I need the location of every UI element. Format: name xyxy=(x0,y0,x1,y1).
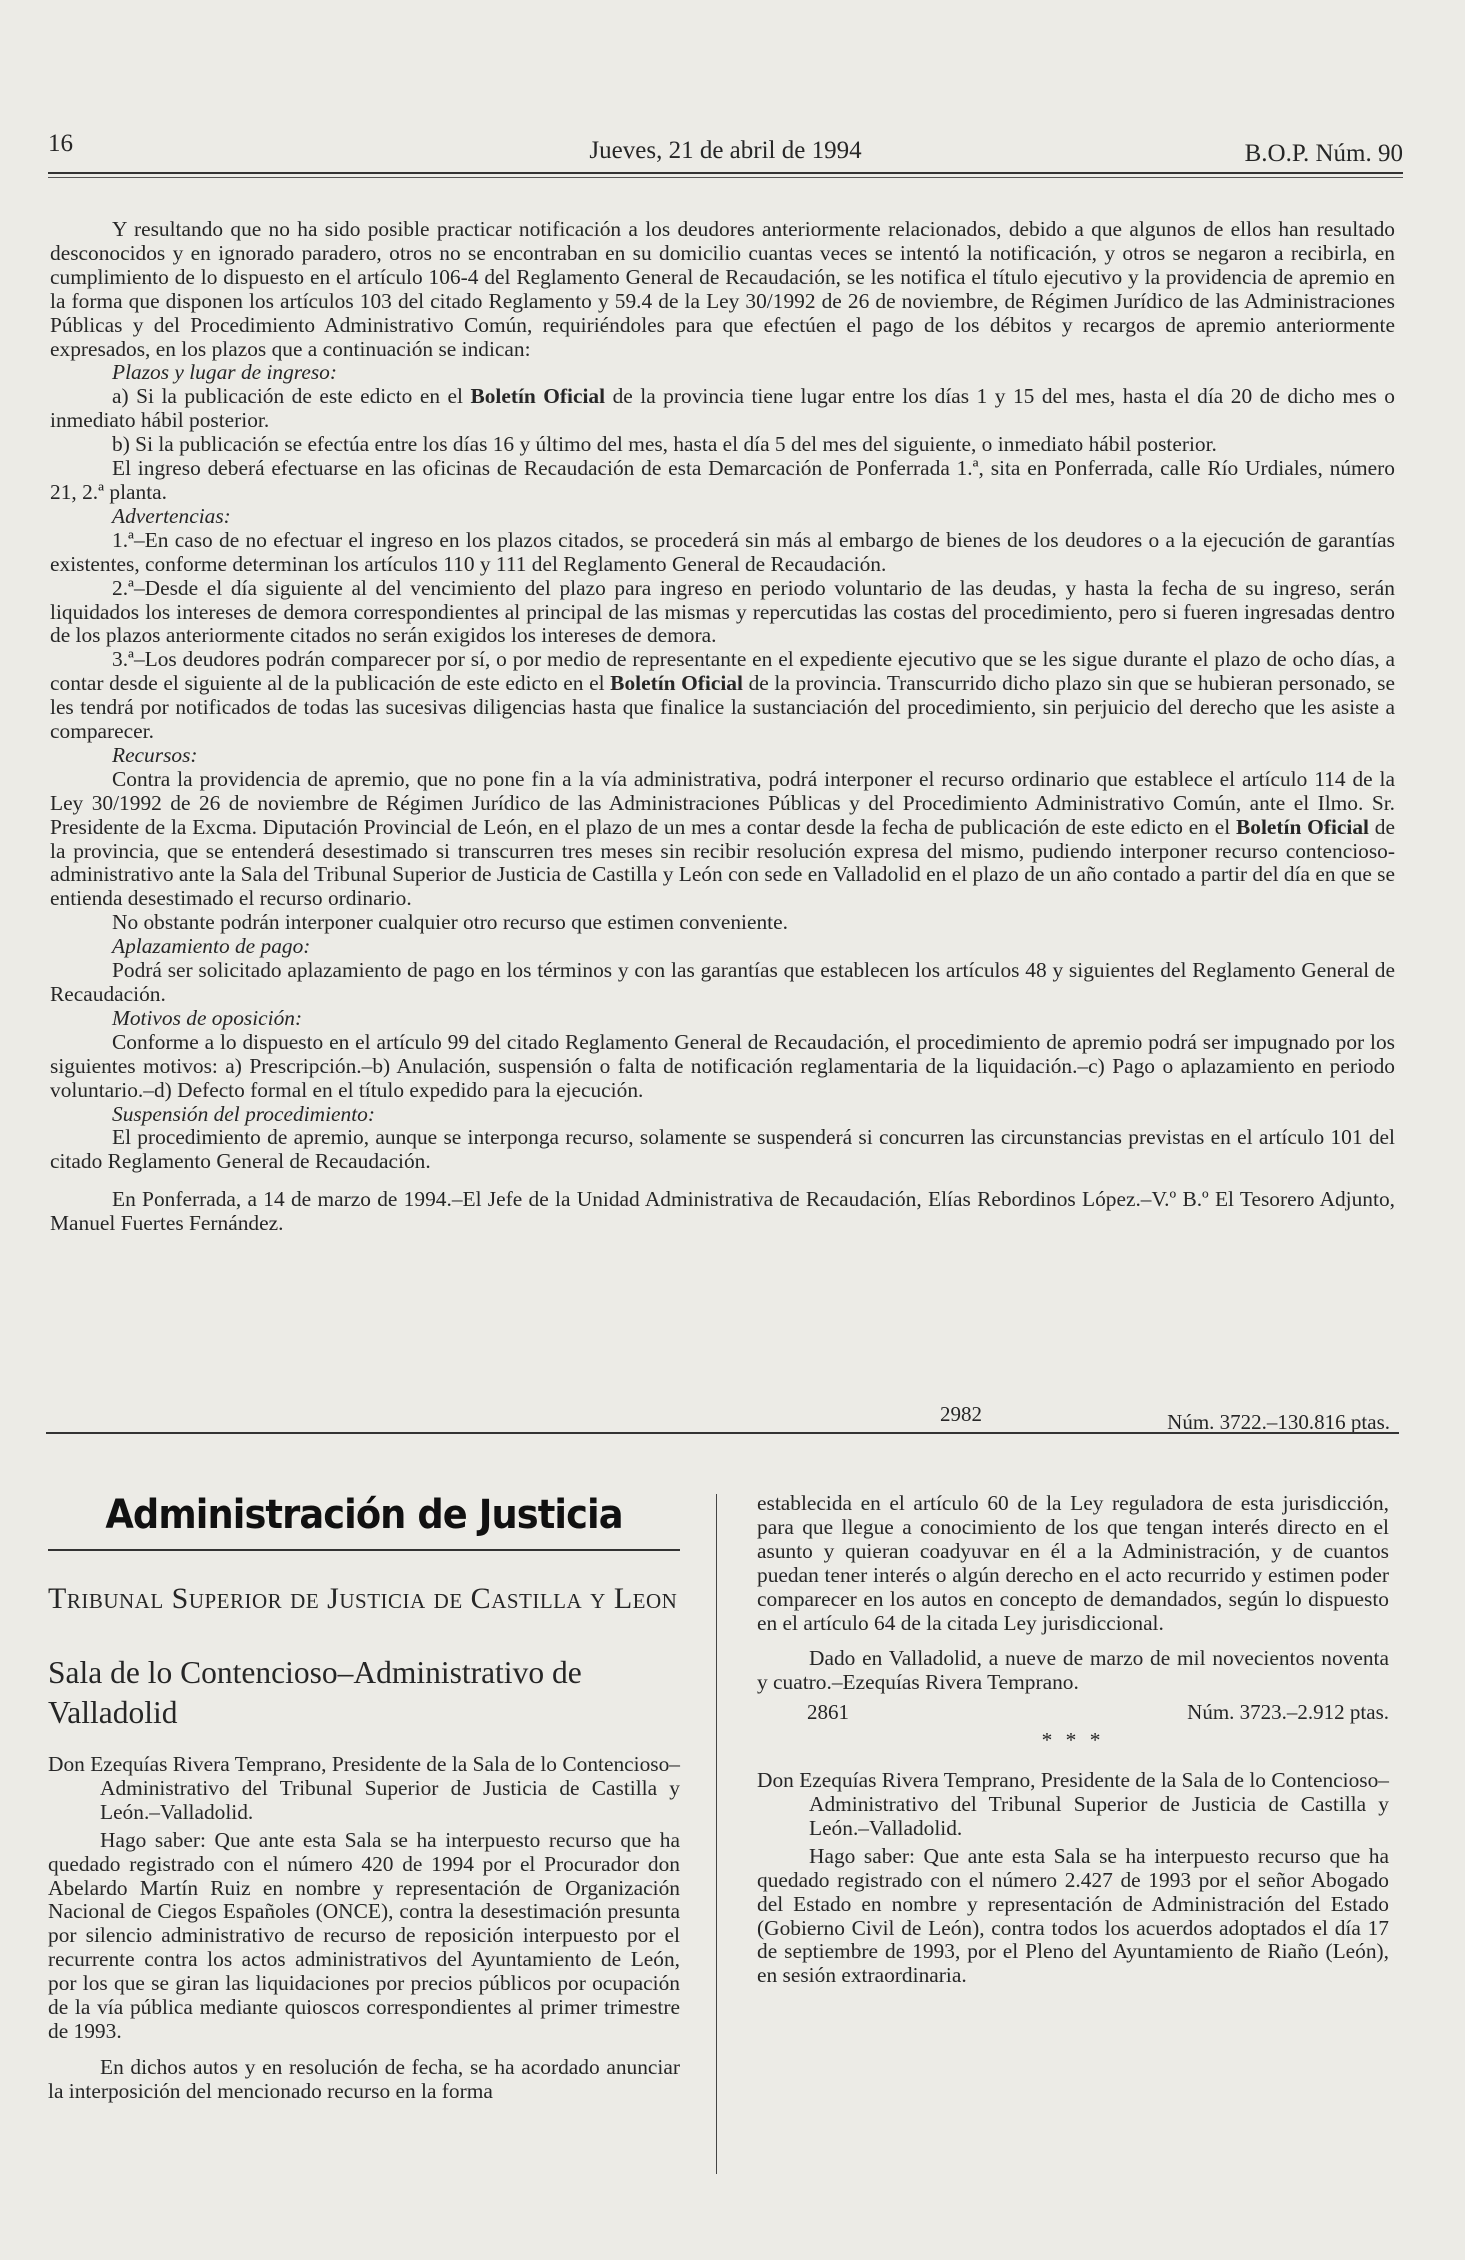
ingreso-paragraph: El ingreso deberá efectuarse en las oficinas de Recaudación de esta Demarcación de Ponferrada 1.ª, sita en Ponferrada, calle Río Urdiales, número 21, 2.ª planta. xyxy=(50,456,1395,504)
section-heading-recursos: Recursos: xyxy=(112,742,198,767)
motivos-paragraph: Conforme a lo dispuesto en el artículo 99 del citado Reglamento General de Recaudación, el procedimiento de apremio podrá ser impugnado por los siguientes motivos: a) Prescripción.–b) Anulación, suspensión o falta de notificación reglamentaria de la liquidación.–c) Pago o aplazamiento en periodo voluntario.–d) Defecto formal en el título expedido para la ejecución. xyxy=(50,1029,1395,1102)
advertencia-1: 1.ª–En caso de no efectuar el ingreso en los plazos citados, se procederá sin más al embargo de bienes de los deudores o a la ejecución de garantías existentes, conforme determinan los artículos 110 y 111 del Reglamento General de Recaudación. xyxy=(50,527,1395,576)
recursos-other: No obstante podrán interponer cualquier otro recurso que estimen conveniente. xyxy=(112,910,788,935)
header-rule-thin xyxy=(48,177,1403,178)
advertencia-3: 3.ª–Los deudores podrán comparecer por sí, o por medio de representante en el expediente ejecutivo que se les sigue durante el plazo de ocho días, a contar desde el siguiente al de la publicación de este edicto en el Boletín Oficial de la provincia. Transcurrido dicho plazo sin que se hubieran personado, se les tendrá por notificados de todas las sucesivas diligencias hasta que finalice la sustanciación del procedimiento, sin perjuicio del derecho que les asiste a comparecer. xyxy=(50,647,1395,744)
issue-date: Jueves, 21 de abril de 1994 xyxy=(589,137,862,164)
column-divider xyxy=(716,1494,717,2174)
president-paragraph: Don Ezequías Rivera Temprano, Presidente de la Sala de lo Contencioso–Administrativo del Tribunal Superior de Justicia de Castilla y León.–Valladolid. xyxy=(757,1768,1389,1840)
section-heading-suspension: Suspensión del procedimiento: xyxy=(112,1101,375,1126)
section-heading-motivos: Motivos de oposición: xyxy=(112,1005,303,1030)
plazo-b: b) Si la publicación se efectúa entre los días 16 y último del mes, hasta el día 5 del mes del siguiente, o inmediato hábil posterior. xyxy=(112,432,1217,457)
page-number: 16 xyxy=(48,130,73,157)
section-heading-plazos: Plazos y lugar de ingreso: xyxy=(112,360,337,385)
court-heading: Tribunal Superior de Justicia de Castilla y Leon xyxy=(48,1582,678,1615)
hago-saber-paragraph: Hago saber: Que ante esta Sala se ha interpuesto recurso que ha quedado registrado con el número 420 de 1994 por el Procurador don Abelardo Martín Ruiz en nombre y representación de Organización Nacional de Ciegos Españoles (ONCE), contra la desestimación presunta por silencio administrativo de recurso de reposición interpuesto por el recurrente contra los actos administrativos del Ayuntamiento de León, por los que se giran las liquidaciones por precios públicos por ocupación de la vía pública mediante quioscos correspondientes al primer trimestre de 1993. xyxy=(48,1827,680,2043)
edict-code: 2861 xyxy=(807,1700,849,1725)
header-rule xyxy=(48,172,1403,174)
separator-stars: * * * xyxy=(1041,1728,1105,1753)
section-title: Administración de Justicia xyxy=(105,1492,623,1538)
edict-footer xyxy=(50,1402,1395,1432)
boletin-oficial: Boletín Oficial xyxy=(610,671,743,696)
recursos-paragraph: Contra la providencia de apremio, que no pone fin a la vía administrativa, podrá interponer el recurso ordinario que establece el artículo 114 de la Ley 30/1992 de 26 de noviembre de Régimen Jurídico de las Administraciones Públicas y del Procedimiento Administrativo Común, ante el Ilmo. Sr. Presidente de la Excma. Diputación Provincial de León, en el plazo de un mes a contar desde la fecha de publicación de este edicto en el Boletín Oficial de la provincia, que se entenderá desestimado si transcurren tres meses sin recibir resolución expresa del mismo, pudiendo interponer recurso contencioso-administrativo ante la Sala del Tribunal Superior de Justicia de Castilla y León con sede en Valladolid en el plazo de un año contado a partir del día en que se entienda desestimado el recurso ordinario. xyxy=(50,766,1395,911)
continuation-paragraph: establecida en el artículo 60 de la Ley reguladora de esta jurisdicción, para que llegue a conocimiento de los que tengan interés directo en el asunto y quieran coadyuvar en él a la Administración, y de cuantos puedan tener interés o algún derecho en el acto recurrido y estimen poder comparecer en los autos en concepto de demandados, según lo dispuesto en el artículo 64 de la citada Ley jurisdiccional. xyxy=(757,1491,1389,1635)
edict-body xyxy=(50,218,1395,1236)
boletin-oficial: Boletín Oficial xyxy=(470,384,606,409)
dado-paragraph: Dado en Valladolid, a nueve de marzo de mil novecientos noventa y cuatro.–Ezequías Rivera Temprano. xyxy=(757,1646,1389,1695)
advertencia-2: 2.ª–Desde el día siguiente al del vencimiento del plazo para ingreso en periodo voluntario de las deudas, y hasta la fecha de su ingreso, serán liquidados los intereses de demora correspondientes al principal de las mismas y repercutidas las costas del procedimiento, pero si fueren ingresadas dentro de los plazos anteriormente citados no serán exigidos los intereses de demora. xyxy=(50,575,1395,648)
edict-number-price: Núm. 3722.–130.816 ptas. xyxy=(1167,1410,1390,1434)
page-header xyxy=(48,128,1403,168)
president-paragraph: Don Ezequías Rivera Temprano, Presidente de la Sala de lo Contencioso–Administrativo del Tribunal Superior de Justicia de Castilla y León.–Valladolid. xyxy=(48,1752,680,1824)
chamber-heading: Sala de lo Contencioso–Administrativo de Valladolid xyxy=(48,1655,582,1730)
suspension-paragraph: El procedimiento de apremio, aunque se interponga recurso, solamente se suspenderá si concurren las circunstancias previstas en el artículo 101 del citado Reglamento General de Recaudación. xyxy=(50,1125,1395,1174)
edict-code: 2982 xyxy=(940,1402,982,1426)
edict-number-price: Núm. 3723.–2.912 ptas. xyxy=(1187,1700,1389,1725)
aplazamiento-paragraph: Podrá ser solicitado aplazamiento de pago en los términos y con las garantías que establecen los artículos 48 y siguientes del Reglamento General de Recaudación. xyxy=(50,958,1395,1006)
left-column xyxy=(48,1487,680,2104)
section-heading-aplazamiento: Aplazamiento de pago: xyxy=(112,934,311,959)
right-column xyxy=(757,1492,1389,1988)
boletin-oficial: Boletín Oficial xyxy=(1236,814,1369,839)
section-heading-advertencias: Advertencias: xyxy=(112,503,231,528)
dichos-autos-paragraph: En dichos autos y en resolución de fecha, se ha acordado anunciar la interposición del mencionado recurso en la forma xyxy=(48,2054,680,2103)
edict-footer-right xyxy=(757,1701,1389,1725)
signature-paragraph: En Ponferrada, a 14 de marzo de 1994.–El Jefe de la Unidad Administrativa de Recaudación, Elías Rebordinos López.–V.º B.º El Tesorero Adjunto, Manuel Fuertes Fernández. xyxy=(50,1187,1395,1236)
bulletin-issue: B.O.P. Núm. 90 xyxy=(1244,140,1403,167)
plazo-a: a) Si la publicación de este edicto en el Boletín Oficial de la provincia tiene lugar entre los días 1 y 15 del mes, hasta el día 20 de dicho mes o inmediato hábil posterior. xyxy=(50,384,1395,433)
hago-saber-paragraph: Hago saber: Que ante esta Sala se ha interpuesto recurso que ha quedado registrado con el número 2.427 de 1993 por el señor Abogado del Estado en nombre y representación de Administración del Estado (Gobierno Civil de León), contra todos los acuerdos adoptados el día 17 de septiembre de 1993, por el Pleno del Ayuntamiento de Riaño (León), en sesión extraordinaria. xyxy=(757,1843,1389,1988)
section-title-rule xyxy=(48,1549,680,1551)
intro-paragraph: Y resultando que no ha sido posible practicar notificación a los deudores anteriormente relacionados, debido a que algunos de ellos han resultado desconocidos y en ignorado paradero, otros no se encontraban en su domicilio cuantas veces se intentó la notificación, y otros se negaron a recibirla, en cumplimiento de lo dispuesto en el artículo 106-4 del Reglamento General de Recaudación, se les notifica el título ejecutivo y la providencia de apremio en la forma que disponen los artículos 103 del citado Reglamento y 59.4 de la Ley 30/1992 de 26 de noviembre, de Régimen Jurídico de las Administraciones Públicas y del Procedimiento Administrativo Común, requiriéndoles para que efectúen el pago de los débitos y recargos de apremio anteriormente expresados, en los plazos que a continuación se indican: xyxy=(50,217,1395,361)
section-rule xyxy=(46,1432,1399,1434)
